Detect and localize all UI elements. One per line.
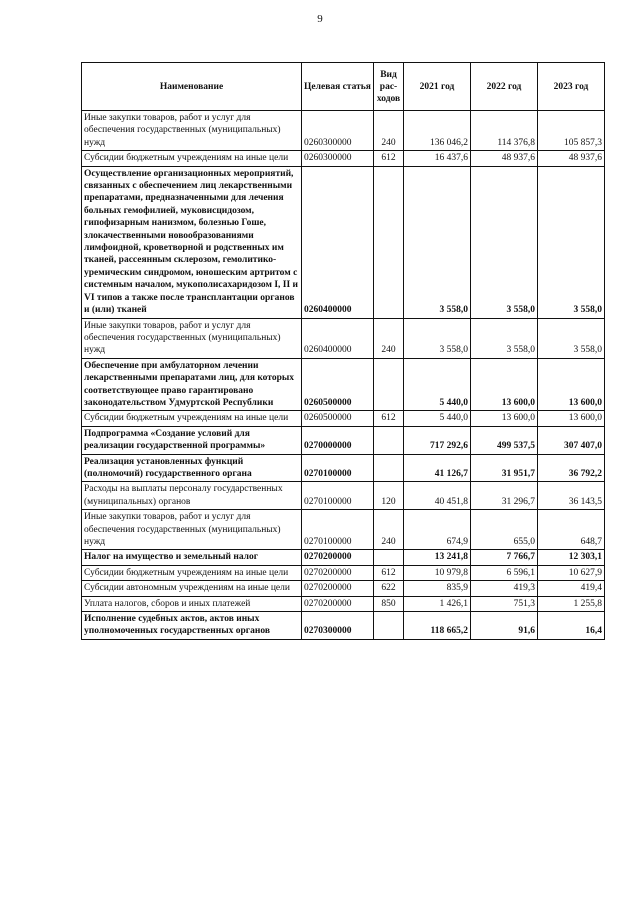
cell-2023: 36 792,2 <box>538 454 605 482</box>
cell-2021: 13 241,8 <box>404 550 471 565</box>
cell-2023: 648,7 <box>538 510 605 550</box>
header-2022: 2022 год <box>471 63 538 111</box>
cell-kind: 622 <box>374 581 404 596</box>
cell-2022: 114 376,8 <box>471 111 538 151</box>
cell-2021: 40 451,8 <box>404 482 471 510</box>
cell-name: Осуществление организационных мероприятий, связанных с обеспечением лиц лекарственными препаратами, предназначенными для лечения больных гемофилией, муковисцидозом, гипофизарным нанизмом, болезнью Гоше, злокачественными новообразованиями лимфоидной, кроветворной и родственных им тканей, рассеянным склерозом, гемолитико-уремическим синдромом, юношеским артритом с системным началом, мукополисахаридозом I, II и VI типов а также после трансплантации органов и (или) тканей <box>82 166 302 318</box>
cell-2021: 835,9 <box>404 581 471 596</box>
cell-name: Исполнение судебных актов, актов иных уполномоченных государственных органов <box>82 612 302 640</box>
cell-kind <box>374 426 404 454</box>
cell-name: Реализация установленных функций (полномочий) государственного органа <box>82 454 302 482</box>
cell-2021: 5 440,0 <box>404 411 471 426</box>
cell-kind <box>374 454 404 482</box>
page-number: 9 <box>317 13 323 25</box>
cell-2022: 3 558,0 <box>471 166 538 318</box>
header-2023: 2023 год <box>538 63 605 111</box>
cell-2021: 3 558,0 <box>404 166 471 318</box>
cell-2021: 118 665,2 <box>404 612 471 640</box>
cell-2021: 16 437,6 <box>404 151 471 166</box>
cell-kind <box>374 612 404 640</box>
cell-article: 0260400000 <box>302 166 374 318</box>
cell-name: Уплата налогов, сборов и иных платежей <box>82 596 302 611</box>
cell-kind: 612 <box>374 565 404 580</box>
cell-2021: 5 440,0 <box>404 358 471 411</box>
table-body <box>82 111 605 640</box>
cell-name: Субсидии бюджетным учреждениям на иные цели <box>82 151 302 166</box>
cell-2022: 7 766,7 <box>471 550 538 565</box>
table-row <box>82 166 605 318</box>
cell-kind: 120 <box>374 482 404 510</box>
cell-name: Субсидии автономным учреждениям на иные цели <box>82 581 302 596</box>
cell-2022: 31 296,7 <box>471 482 538 510</box>
cell-name: Иные закупки товаров, работ и услуг для обеспечения государственных (муниципальных) нужд <box>82 510 302 550</box>
cell-2022: 419,3 <box>471 581 538 596</box>
cell-article: 0270200000 <box>302 581 374 596</box>
cell-2023: 13 600,0 <box>538 358 605 411</box>
table-header-row <box>82 63 605 111</box>
cell-2021: 10 979,8 <box>404 565 471 580</box>
table-row <box>82 411 605 426</box>
cell-2022: 48 937,6 <box>471 151 538 166</box>
cell-2023: 307 407,0 <box>538 426 605 454</box>
cell-2022: 91,6 <box>471 612 538 640</box>
cell-2022: 31 951,7 <box>471 454 538 482</box>
cell-kind <box>374 550 404 565</box>
table-row <box>82 596 605 611</box>
cell-2023: 3 558,0 <box>538 318 605 358</box>
cell-2023: 36 143,5 <box>538 482 605 510</box>
header-kind: Вид рас-ходов <box>374 63 404 111</box>
cell-2021: 1 426,1 <box>404 596 471 611</box>
cell-article: 0270200000 <box>302 565 374 580</box>
table-row <box>82 426 605 454</box>
cell-name: Иные закупки товаров, работ и услуг для обеспечения государственных (муниципальных) нужд <box>82 318 302 358</box>
cell-2021: 3 558,0 <box>404 318 471 358</box>
cell-name: Субсидии бюджетным учреждениям на иные цели <box>82 565 302 580</box>
cell-kind: 240 <box>374 111 404 151</box>
cell-article: 0260400000 <box>302 318 374 358</box>
header-name: Наименование <box>82 63 302 111</box>
cell-article: 0270000000 <box>302 426 374 454</box>
cell-kind: 240 <box>374 510 404 550</box>
cell-2023: 13 600,0 <box>538 411 605 426</box>
cell-2022: 655,0 <box>471 510 538 550</box>
cell-2022: 13 600,0 <box>471 358 538 411</box>
cell-name: Подпрограмма «Создание условий для реализации государственной программы» <box>82 426 302 454</box>
cell-kind: 612 <box>374 151 404 166</box>
cell-article: 0270300000 <box>302 612 374 640</box>
cell-2022: 3 558,0 <box>471 318 538 358</box>
cell-2022: 499 537,5 <box>471 426 538 454</box>
cell-name: Субсидии бюджетным учреждениям на иные цели <box>82 411 302 426</box>
cell-2023: 16,4 <box>538 612 605 640</box>
cell-name: Иные закупки товаров, работ и услуг для обеспечения государственных (муниципальных) нужд <box>82 111 302 151</box>
cell-article: 0270200000 <box>302 550 374 565</box>
budget-table <box>81 62 605 640</box>
cell-article: 0260300000 <box>302 151 374 166</box>
cell-kind: 612 <box>374 411 404 426</box>
cell-article: 0270100000 <box>302 454 374 482</box>
table-row <box>82 581 605 596</box>
cell-2022: 13 600,0 <box>471 411 538 426</box>
table-row <box>82 111 605 151</box>
table-row <box>82 358 605 411</box>
cell-2023: 419,4 <box>538 581 605 596</box>
table-row <box>82 454 605 482</box>
cell-kind <box>374 166 404 318</box>
cell-article: 0270100000 <box>302 482 374 510</box>
header-article: Целевая статья <box>302 63 374 111</box>
table-row <box>82 318 605 358</box>
cell-kind: 850 <box>374 596 404 611</box>
cell-2022: 751,3 <box>471 596 538 611</box>
cell-name: Расходы на выплаты персоналу государственных (муниципальных) органов <box>82 482 302 510</box>
cell-kind: 240 <box>374 318 404 358</box>
table-row <box>82 482 605 510</box>
cell-2023: 1 255,8 <box>538 596 605 611</box>
cell-name: Обеспечение при амбулаторном лечении лекарственными препаратами лиц, для которых соответствующее право гарантировано законодательством Удмуртской Республики <box>82 358 302 411</box>
cell-2023: 3 558,0 <box>538 166 605 318</box>
cell-article: 0270100000 <box>302 510 374 550</box>
cell-article: 0260300000 <box>302 111 374 151</box>
table-row <box>82 565 605 580</box>
cell-kind <box>374 358 404 411</box>
cell-2021: 136 046,2 <box>404 111 471 151</box>
cell-2023: 48 937,6 <box>538 151 605 166</box>
cell-article: 0260500000 <box>302 411 374 426</box>
header-2021: 2021 год <box>404 63 471 111</box>
table-row <box>82 550 605 565</box>
table-row <box>82 510 605 550</box>
cell-2021: 674,9 <box>404 510 471 550</box>
cell-name: Налог на имущество и земельный налог <box>82 550 302 565</box>
cell-2023: 105 857,3 <box>538 111 605 151</box>
cell-2022: 6 596,1 <box>471 565 538 580</box>
cell-2023: 12 303,1 <box>538 550 605 565</box>
cell-2021: 41 126,7 <box>404 454 471 482</box>
cell-article: 0270200000 <box>302 596 374 611</box>
table-row <box>82 151 605 166</box>
table-row <box>82 612 605 640</box>
cell-2023: 10 627,9 <box>538 565 605 580</box>
cell-article: 0260500000 <box>302 358 374 411</box>
cell-2021: 717 292,6 <box>404 426 471 454</box>
